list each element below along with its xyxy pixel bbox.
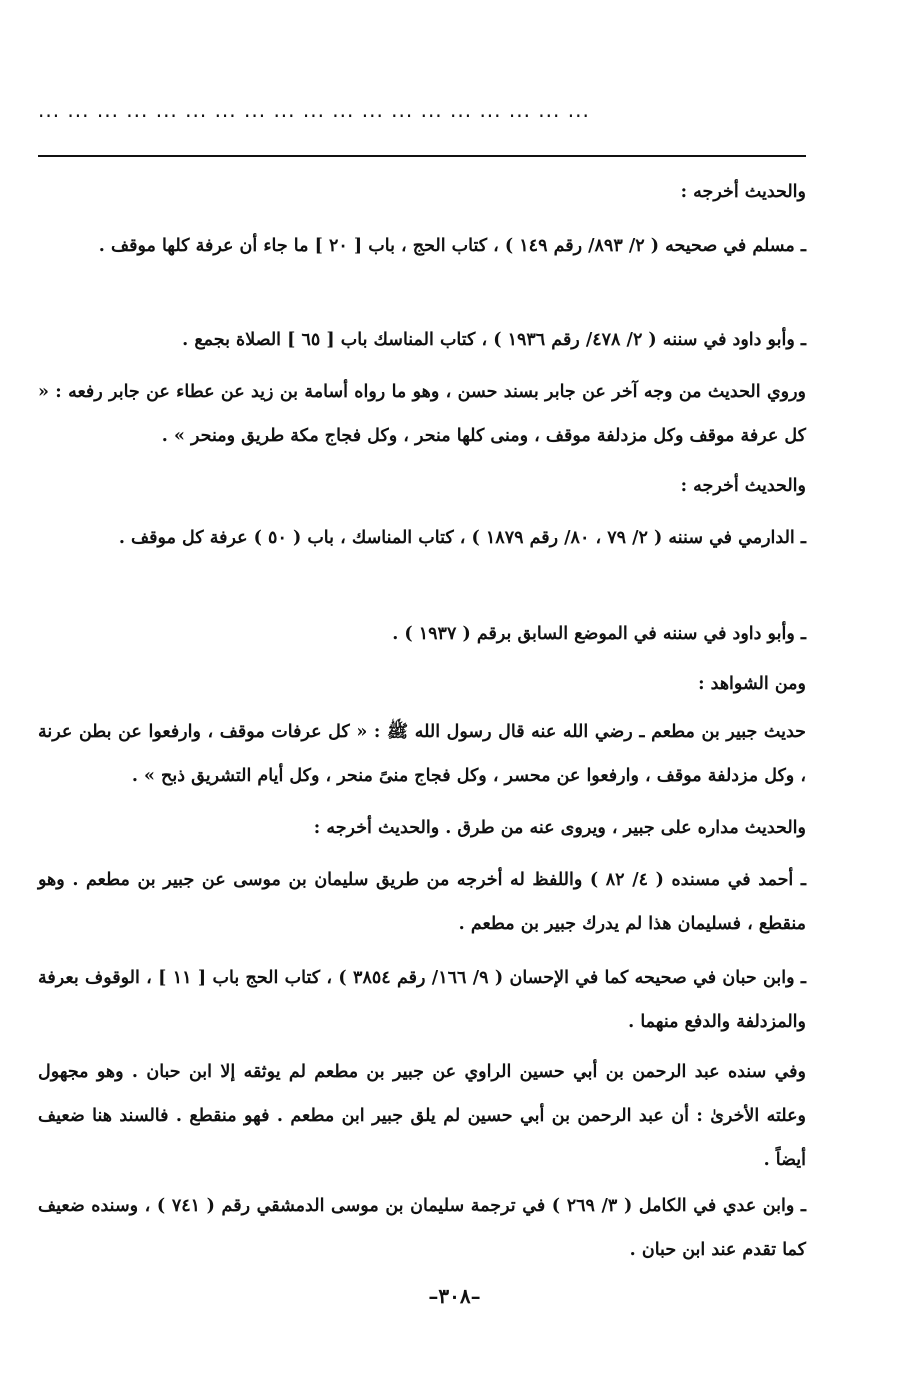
paragraph-11: ـ أحمد في مسنده ( ٤/ ٨٢ ) واللفظ له أخرجه من طريق سليمان بن موسى عن جبير بن مطعم . وهو منقطع ، فسليمان هذا لم يدرك جبير بن مطعم .	[38, 870, 806, 934]
paragraph-12: ـ وابن حبان في صحيحه كما في الإحسان ( ٩/ ١٦٦/ رقم ٣٨٥٤ ) ، كتاب الحج باب [ ١١ ] ، الوقوف بعرفة والمزدلفة والدفع منهما .	[38, 968, 807, 1032]
paragraph-13: وفي سنده عبد الرحمن بن أبي حسين الراوي عن جبير بن مطعم لم يوثقه إلا ابن حبان . وهو مجهول وعلته الأخرىٰ : أن عبد الرحمن بن أبي حسين لم يلق جبير ابن مطعم . فهو منقطع . فالسند هنا ضعيف أيضاً .	[38, 1062, 806, 1170]
page-number: –٣٠٨–	[428, 1284, 481, 1308]
paragraph-5: والحديث أخرجه :	[680, 476, 806, 496]
paragraph-4: وروي الحديث من وجه آخر عن جابر بسند حسن ، وهو ما رواه أسامة بن زيد عن عطاء عن جابر رفعه : « كل عرفة موقف وكل مزدلفة موقف ، ومنى كلها منحر ، وكل فجاج مكة طريق ومنحر » .	[38, 382, 806, 446]
header-ellipsis: ... ... ... ... ... ... ... ... ... ... ... ... ... ... ... ... ... ... ...	[38, 98, 590, 122]
paragraph-9: حديث جبير بن مطعم ـ رضي الله عنه قال رسول الله ﷺ : « كل عرفات موقف ، وارفعوا عن بطن عرنة ، وكل مزدلفة موقف ، وارفعوا عن محسر ، وكل فجاج منىً منحر ، وكل أيام التشريق ذبح » .	[38, 722, 806, 786]
paragraph-7: ـ وأبو داود في سننه في الموضع السابق برقم ( ١٩٣٧ ) .	[392, 624, 806, 644]
paragraph-1: والحديث أخرجه :	[680, 182, 806, 202]
paragraph-8: ومن الشواهد :	[698, 674, 806, 694]
paragraph-14: ـ وابن عدي في الكامل ( ٣/ ٢٦٩ ) في ترجمة سليمان بن موسى الدمشقي رقم ( ٧٤١ ) ، وسنده ضعيف كما تقدم عند ابن حبان .	[38, 1196, 807, 1260]
header-rule	[38, 155, 806, 157]
paragraph-6: ـ الدارمي في سننه ( ٢/ ٧٩ ، ٨٠/ رقم ١٨٧٩ ) ، كتاب المناسك ، باب ( ٥٠ ) عرفة كل موقف .	[118, 528, 806, 548]
paragraph-10: والحديث مداره على جبير ، ويروى عنه من طرق . والحديث أخرجه :	[313, 818, 806, 838]
paragraph-3: ـ وأبو داود في سننه ( ٢/ ٤٧٨/ رقم ١٩٣٦ ) ، كتاب المناسك باب [ ٦٥ ] الصلاة بجمع .	[182, 330, 806, 350]
paragraph-2: ـ مسلم في صحيحه ( ٢/ ٨٩٣/ رقم ١٤٩ ) ، كتاب الحج ، باب [ ٢٠ ] ما جاء أن عرفة كلها موقف .	[98, 236, 806, 256]
